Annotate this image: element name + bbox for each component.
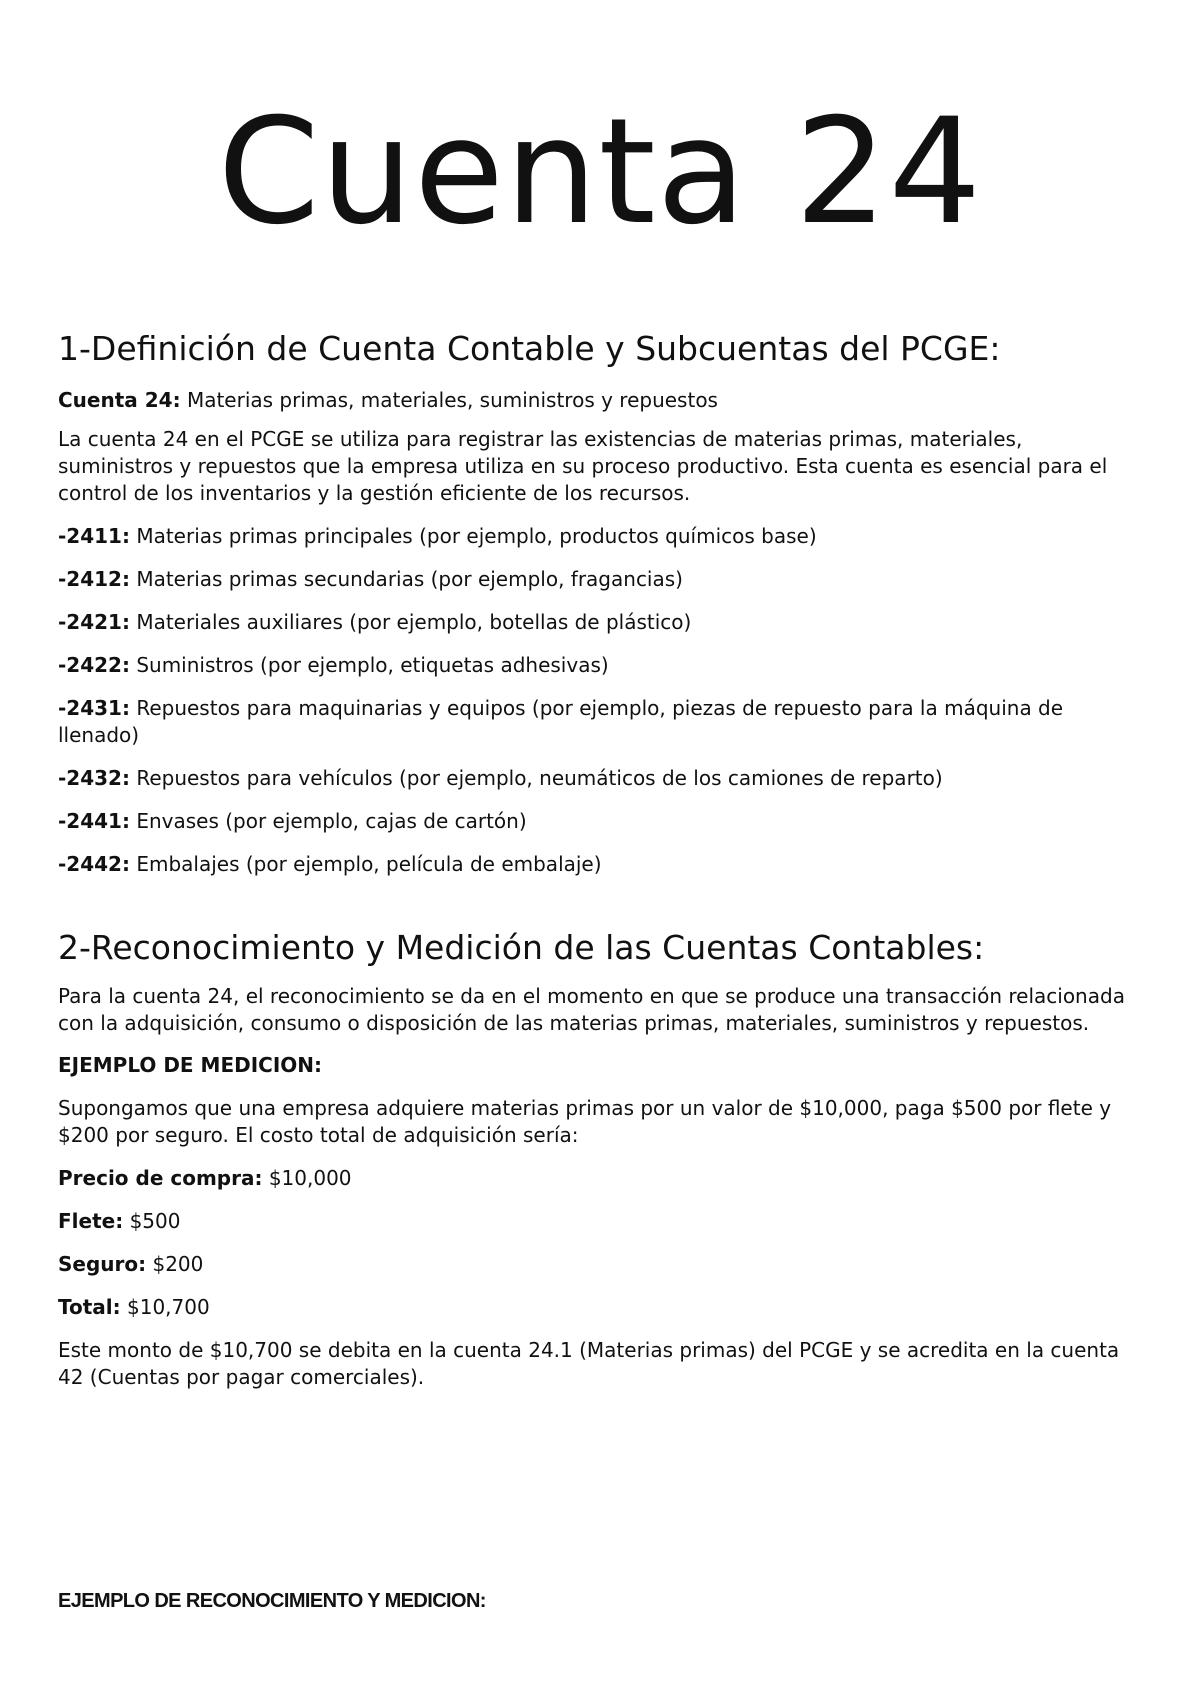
cost-line <box>58 1251 1142 1278</box>
subaccount-item <box>58 523 1142 550</box>
section1-intro-paragraph: La cuenta 24 en el PCGE se utiliza para registrar las existencias de materias primas, materiales, suministros y repuestos que la empresa utiliza en su proceso productivo. Esta cuenta es esencial para el control de los inventarios y la gestión eficiente de los recursos. <box>58 426 1108 505</box>
subaccount-description: Repuestos para vehículos (por ejemplo, neumáticos de los camiones de reparto) <box>136 765 943 790</box>
subaccount-code: -2441: <box>58 808 130 833</box>
cost-line <box>58 1294 1142 1321</box>
subaccount-description: Envases (por ejemplo, cajas de cartón) <box>136 808 527 833</box>
subaccount-description: Materias primas principales (por ejemplo, productos químicos base) <box>136 523 817 548</box>
cost-value: $200 <box>152 1252 204 1277</box>
cost-value: $10,700 <box>127 1295 210 1320</box>
section-heading-definition: 1-Definición de Cuenta Contable y Subcuentas del PCGE: <box>58 329 1001 369</box>
cost-value: $10,000 <box>268 1166 352 1191</box>
subaccount-code: -2431: <box>58 695 130 720</box>
subaccount-description: Suministros (por ejemplo, etiquetas adhesivas) <box>136 652 609 677</box>
subaccount-item <box>58 609 1142 636</box>
subaccount-item <box>58 695 1142 749</box>
subaccount-description: Materiales auxiliares (por ejemplo, botellas de plástico) <box>136 609 692 634</box>
example-paragraph: Supongamos que una empresa adquiere materias primas por un valor de $10,000, paga $500 por flete y $200 por seguro. El costo total de adquisición sería: <box>58 1096 1112 1148</box>
account-description: Materias primas, materiales, suministros y repuestos <box>186 387 718 412</box>
cost-label: Flete: <box>58 1209 124 1234</box>
section2-intro-paragraph: Para la cuenta 24, el reconocimiento se da en el momento en que se produce una transacción relacionada con la adquisición, consumo o disposición de las materias primas, materiales, suministros y repuestos. <box>58 984 1125 1036</box>
subaccount-item <box>58 566 1142 593</box>
subaccount-description: Materias primas secundarias (por ejemplo, fragancias) <box>136 566 683 591</box>
subaccount-description: Repuestos para maquinarias y equipos (por ejemplo, piezas de repuesto para la máquina de llenado) <box>58 695 1064 747</box>
subaccount-item <box>58 808 1142 835</box>
subaccount-code: -2411: <box>58 523 130 548</box>
cost-line <box>58 1165 1142 1192</box>
cost-value: $500 <box>129 1209 181 1234</box>
page-title: Cuenta 24 <box>217 87 983 257</box>
example-heading: EJEMPLO DE MEDICION: <box>58 1053 323 1078</box>
account-line <box>58 387 1142 414</box>
cost-label: Total: <box>58 1295 121 1320</box>
subaccount-code: -2421: <box>58 609 130 634</box>
subaccount-code: -2422: <box>58 652 130 677</box>
subaccount-item <box>58 851 1142 878</box>
subaccount-item <box>58 652 1142 679</box>
conclusion-paragraph: Este monto de $10,700 se debita en la cuenta 24.1 (Materias primas) del PCGE y se acredita en la cuenta 42 (Cuentas por pagar comerciales). <box>58 1338 1120 1390</box>
cost-label: Precio de compra: <box>58 1166 263 1191</box>
recognition-example-heading: EJEMPLO DE RECONOCIMIENTO Y MEDICION: <box>58 1590 486 1612</box>
cost-label: Seguro: <box>58 1252 147 1277</box>
section-heading-recognition: 2-Reconocimiento y Medición de las Cuentas Contables: <box>58 927 985 967</box>
cost-line <box>58 1208 1142 1235</box>
subaccount-item <box>58 765 1142 792</box>
subaccount-description: Embalajes (por ejemplo, película de embalaje) <box>136 851 602 876</box>
subaccount-code: -2432: <box>58 765 130 790</box>
subaccount-code: -2442: <box>58 851 130 876</box>
account-label: Cuenta 24: <box>58 387 181 412</box>
subaccount-code: -2412: <box>58 566 130 591</box>
